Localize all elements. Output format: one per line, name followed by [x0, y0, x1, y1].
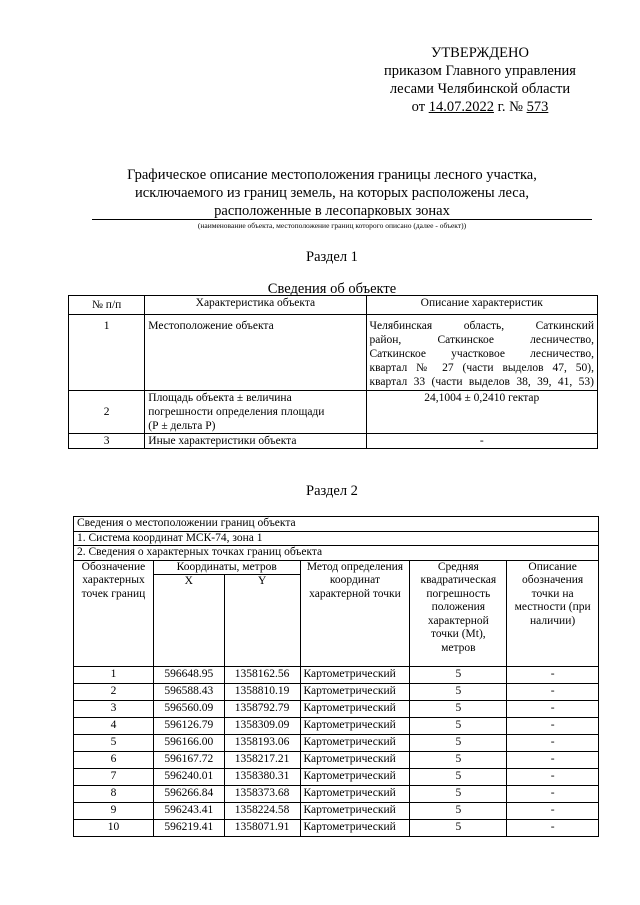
title-underline	[92, 219, 592, 220]
row-characteristic	[145, 391, 366, 434]
section1-subheading: Сведения об объекте	[267, 281, 397, 297]
characteristic-points-row: 2. Сведения о характерных точках границ объекта	[74, 546, 599, 561]
col-header-point-description: Описание обозначения точки на местности (при наличии)	[507, 560, 599, 667]
approval-prefix: от	[411, 99, 426, 115]
table-row	[74, 684, 599, 701]
point-mt: 5	[410, 667, 507, 684]
table-row	[74, 701, 599, 718]
point-mt: 5	[410, 803, 507, 820]
point-y: 1358309.09	[224, 718, 300, 735]
point-x: 596266.84	[153, 786, 224, 803]
row-num: 3	[69, 434, 145, 449]
point-y: 1358373.68	[224, 786, 300, 803]
point-x: 596240.01	[153, 769, 224, 786]
title-line-1: Графическое описание местоположения границы лесного участка,	[127, 167, 537, 183]
table-row	[74, 667, 599, 684]
point-description: -	[507, 820, 599, 837]
approval-order-line: приказом Главного управления	[384, 63, 576, 79]
point-method: Картометрический	[300, 684, 410, 701]
point-method: Картометрический	[300, 701, 410, 718]
table-row	[74, 769, 599, 786]
point-id: 7	[74, 769, 154, 786]
section1-heading: Раздел 1	[306, 249, 358, 265]
points-body	[74, 667, 599, 837]
table-row	[74, 803, 599, 820]
title-line-3: расположенные в лесопарковых зонах	[214, 203, 450, 219]
point-y: 1358071.91	[224, 820, 300, 837]
point-x: 596166.00	[153, 735, 224, 752]
desc-line: Саткинское участковое лесничество,	[369, 348, 594, 360]
approval-date: 14.07.2022	[428, 99, 494, 115]
point-y: 1358217.21	[224, 752, 300, 769]
point-mt: 5	[410, 786, 507, 803]
row-num: 1	[69, 315, 145, 391]
row-description: -	[366, 434, 597, 449]
point-x: 596648.95	[153, 667, 224, 684]
point-id: 1	[74, 667, 154, 684]
point-description: -	[507, 667, 599, 684]
document-title	[70, 166, 594, 220]
point-id: 10	[74, 820, 154, 837]
point-mt: 5	[410, 684, 507, 701]
row-description	[366, 315, 597, 391]
coordinate-system-row: 1. Система координат МСК-74, зона 1	[74, 531, 599, 546]
point-description: -	[507, 786, 599, 803]
point-method: Картометрический	[300, 786, 410, 803]
point-method: Картометрический	[300, 735, 410, 752]
row-description: 24,1004 ± 0,2410 гектар	[366, 391, 597, 434]
col-header-error: Средняя квадратическая погрешность положения характерной точки (Mt), метров	[410, 560, 507, 667]
approval-number-sign: №	[509, 99, 523, 115]
approval-number: 573	[526, 99, 549, 115]
point-method: Картометрический	[300, 667, 410, 684]
characteristic-line: погрешности определения площади	[148, 406, 325, 418]
table-row	[74, 786, 599, 803]
table-row	[69, 315, 598, 391]
table-row	[74, 531, 599, 546]
table-header-row	[69, 296, 598, 315]
point-mt: 5	[410, 735, 507, 752]
point-description: -	[507, 735, 599, 752]
approval-date-line	[360, 98, 600, 116]
point-mt: 5	[410, 769, 507, 786]
row-characteristic: Местоположение объекта	[145, 315, 366, 391]
point-id: 9	[74, 803, 154, 820]
desc-line: Челябинская область, Саткинский	[369, 320, 594, 332]
point-description: -	[507, 752, 599, 769]
table-row	[74, 735, 599, 752]
point-x: 596167.72	[153, 752, 224, 769]
point-y: 1358193.06	[224, 735, 300, 752]
point-method: Картометрический	[300, 769, 410, 786]
title-line-2: исключаемого из границ земель, на которых расположены леса,	[135, 185, 529, 201]
table-row	[74, 517, 599, 532]
col-header-x: X	[153, 575, 224, 667]
boundary-points-table	[73, 516, 599, 837]
col-header-coordinates: Координаты, метров	[153, 560, 300, 575]
col-header-method: Метод определения координат характерной точки	[300, 560, 410, 667]
approval-block	[360, 44, 600, 116]
point-id: 4	[74, 718, 154, 735]
point-id: 5	[74, 735, 154, 752]
point-id: 6	[74, 752, 154, 769]
row-characteristic: Иные характеристики объекта	[145, 434, 366, 449]
table-row	[74, 752, 599, 769]
characteristic-line: Площадь объекта ± величина	[148, 392, 292, 404]
point-description: -	[507, 701, 599, 718]
table-row	[69, 434, 598, 449]
object-info-table	[68, 295, 598, 449]
point-description: -	[507, 803, 599, 820]
table-row	[69, 391, 598, 434]
col-header-description: Описание характеристик	[366, 296, 597, 315]
approval-authority-line: лесами Челябинской области	[389, 81, 571, 97]
row-num: 2	[69, 391, 145, 434]
point-id: 8	[74, 786, 154, 803]
point-mt: 5	[410, 752, 507, 769]
point-method: Картометрический	[300, 718, 410, 735]
point-y: 1358224.58	[224, 803, 300, 820]
approval-heading: УТВЕРЖДЕНО	[431, 45, 529, 61]
point-description: -	[507, 769, 599, 786]
point-method: Картометрический	[300, 752, 410, 769]
point-method: Картометрический	[300, 803, 410, 820]
col-header-y: Y	[224, 575, 300, 667]
col-header-designation: Обозначение характерных точек границ	[74, 560, 154, 667]
point-description: -	[507, 684, 599, 701]
desc-line: район, Саткинское лесничество,	[369, 334, 594, 346]
table-header-row	[74, 560, 599, 575]
section2-heading: Раздел 2	[306, 483, 358, 499]
point-y: 1358162.56	[224, 667, 300, 684]
col-header-num: № п/п	[69, 296, 145, 315]
point-id: 3	[74, 701, 154, 718]
table-row	[74, 546, 599, 561]
point-y: 1358380.31	[224, 769, 300, 786]
point-x: 596219.41	[153, 820, 224, 837]
point-mt: 5	[410, 701, 507, 718]
point-mt: 5	[410, 820, 507, 837]
point-mt: 5	[410, 718, 507, 735]
desc-line: квартал № 27 (части выделов 47, 50),	[369, 362, 594, 374]
point-x: 596560.09	[153, 701, 224, 718]
location-info-row: Сведения о местоположении границ объекта	[74, 517, 599, 532]
table-row	[74, 820, 599, 837]
point-x: 596126.79	[153, 718, 224, 735]
characteristic-line: (Р ± дельта Р)	[148, 420, 216, 432]
desc-line: квартал 33 (части выделов 38, 39, 41, 53)	[369, 376, 594, 388]
title-note: (наименование объекта, местоположение границ которого описано (далее - объект))	[197, 221, 467, 230]
table-row	[74, 718, 599, 735]
point-y: 1358792.79	[224, 701, 300, 718]
col-header-characteristic: Характеристика объекта	[145, 296, 366, 315]
point-y: 1358810.19	[224, 684, 300, 701]
point-x: 596588.43	[153, 684, 224, 701]
point-description: -	[507, 718, 599, 735]
point-x: 596243.41	[153, 803, 224, 820]
point-id: 2	[74, 684, 154, 701]
approval-year-suffix: г.	[497, 99, 506, 115]
point-method: Картометрический	[300, 820, 410, 837]
